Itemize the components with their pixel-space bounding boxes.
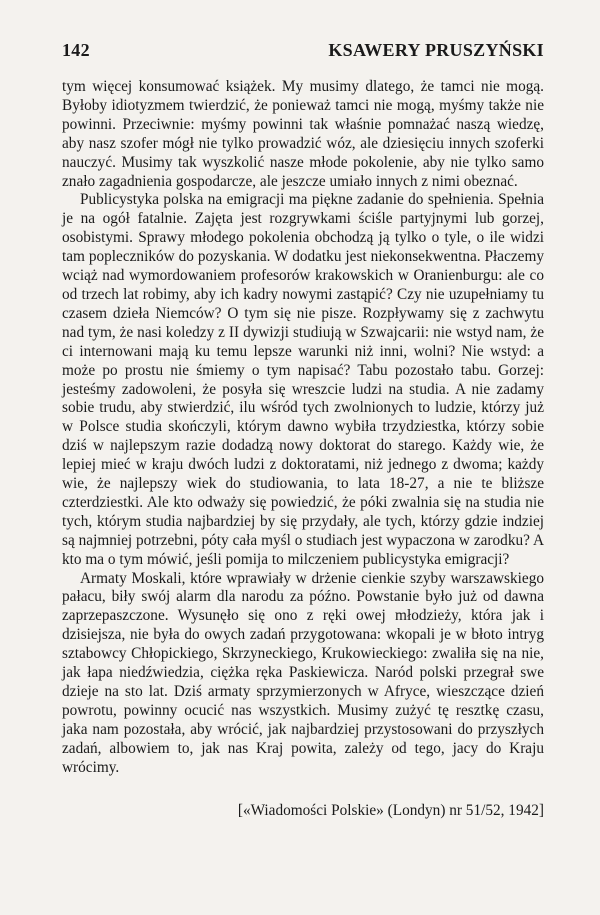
source-citation: [«Wiadomości Polskie» (Londyn) nr 51/52, 1942] <box>237 802 544 819</box>
page-header <box>62 40 544 61</box>
running-title: KSAWERY PRUSZYŃSKI <box>328 40 544 60</box>
page-number: 142 <box>62 40 90 60</box>
paragraph: Publicystyka polska na emigracji ma piękne zadanie do spełnienia. Spełnia je na ogół fatalnie. Zajęta jest rozgrywkami ściśle partyjnymi lub gorzej, osobistymi. Sprawy młodego pokolenia obchodzą ją tylko o tyle, o ile widzi tam popleczników do pozyskania. W dodatku jest niekonsekwentna. Płaczemy wciąż nad wymordowaniem profesorów krakowskich w Oranienburgu: ale co od trzech lat robimy, aby ich kadry nowymi zastąpić? Czy nie uzupełniamy tu czasem dzieła Niemców? O tym się nie pisze. Rozpływamy się z zachwytu nad tym, że nasi koledzy z II dywizji studiują w Szwajcarii: nie wstyd nam, że ci internowani mają ku temu lepsze warunki niż inni, wolni? Nie wstyd: a może po prostu nie śmiemy o tym napisać? Tabu pozostało tabu. Gorzej: jesteśmy zadowoleni, że posyła się wreszcie ludzi na studia. A nie zadamy sobie trudu, aby stwierdzić, ilu wśród tych zwolnionych to ludzie, którzy już w Polsce studia skończyli, którym dawno wybiła trzydziestka, którzy sobie dziś w najlepszym razie dodadzą nowy doktorat do starego. Każdy wie, że lepiej mieć w kraju dwóch ludzi z doktoratami, niż jednego z dwoma; każdy wie, że najlepszy wiek do studiowania, to lata 18-27, a nie te bliższe czterdziestki. Ale kto odważy się powiedzić, że póki zwalnia się na studia nie tych, którym studia najbardziej by się przydały, ale tych, którzy gdzie indziej są najmniej potrzebni, póty cała myśl o studiach jest wypaczona w zarodku? A kto ma o tym mówić, jeśli pomija to milczeniem publicystyka emigracji? <box>62 191 544 568</box>
paragraph: Armaty Moskali, które wprawiały w drżenie cienkie szyby warszawskiego pałacu, biły swój alarm dla narodu za późno. Powstanie było już od dawna zaprzepaszczone. Wysunęło się ono z ręki owej młodzieży, która jak i dzisiejsza, nie była do owych zadań przygotowana: wkopali je w błoto intryg sztabowcy Chłopickiego, Skrzyneckiego, Krukowieckiego: zwaliła się na nie, jak łapa niedźwiedzia, ciężka ręka Paskiewicza. Naród polski przegrał swe dzieje na sto lat. Dziś armaty sprzymierzonych w Afryce, wieszczące dzień powrotu, powinny ocucić nas wszystkich. Musimy zużyć tę resztkę czasu, jaka nam pozostała, aby wrócić, jak najbardziej przystosowani do przyszłych zadań, albowiem to, jak nas Kraj powita, zależy od tego, jacy do Kraju wrócimy. <box>62 569 544 776</box>
body-text <box>62 78 544 778</box>
paragraph: tym więcej konsumować książek. My musimy dlatego, że tamci nie mogą. Byłoby idiotyzmem twierdzić, że ponieważ tamci nie mogą, myśmy także nie powinni. Przeciwnie: myśmy powinni tak właśnie pomnażać naszą wiedzę, aby nasz szofer mógł nie tylko prowadzić wóz, ale dziesięciu innych szoferki nauczyć. Musimy tak wyszkolić nasze młode pokolenie, aby nie tylko samo znało zagadnienia gospodarcze, ale jeszcze umiało innych z nimi obeznać. <box>62 78 544 190</box>
